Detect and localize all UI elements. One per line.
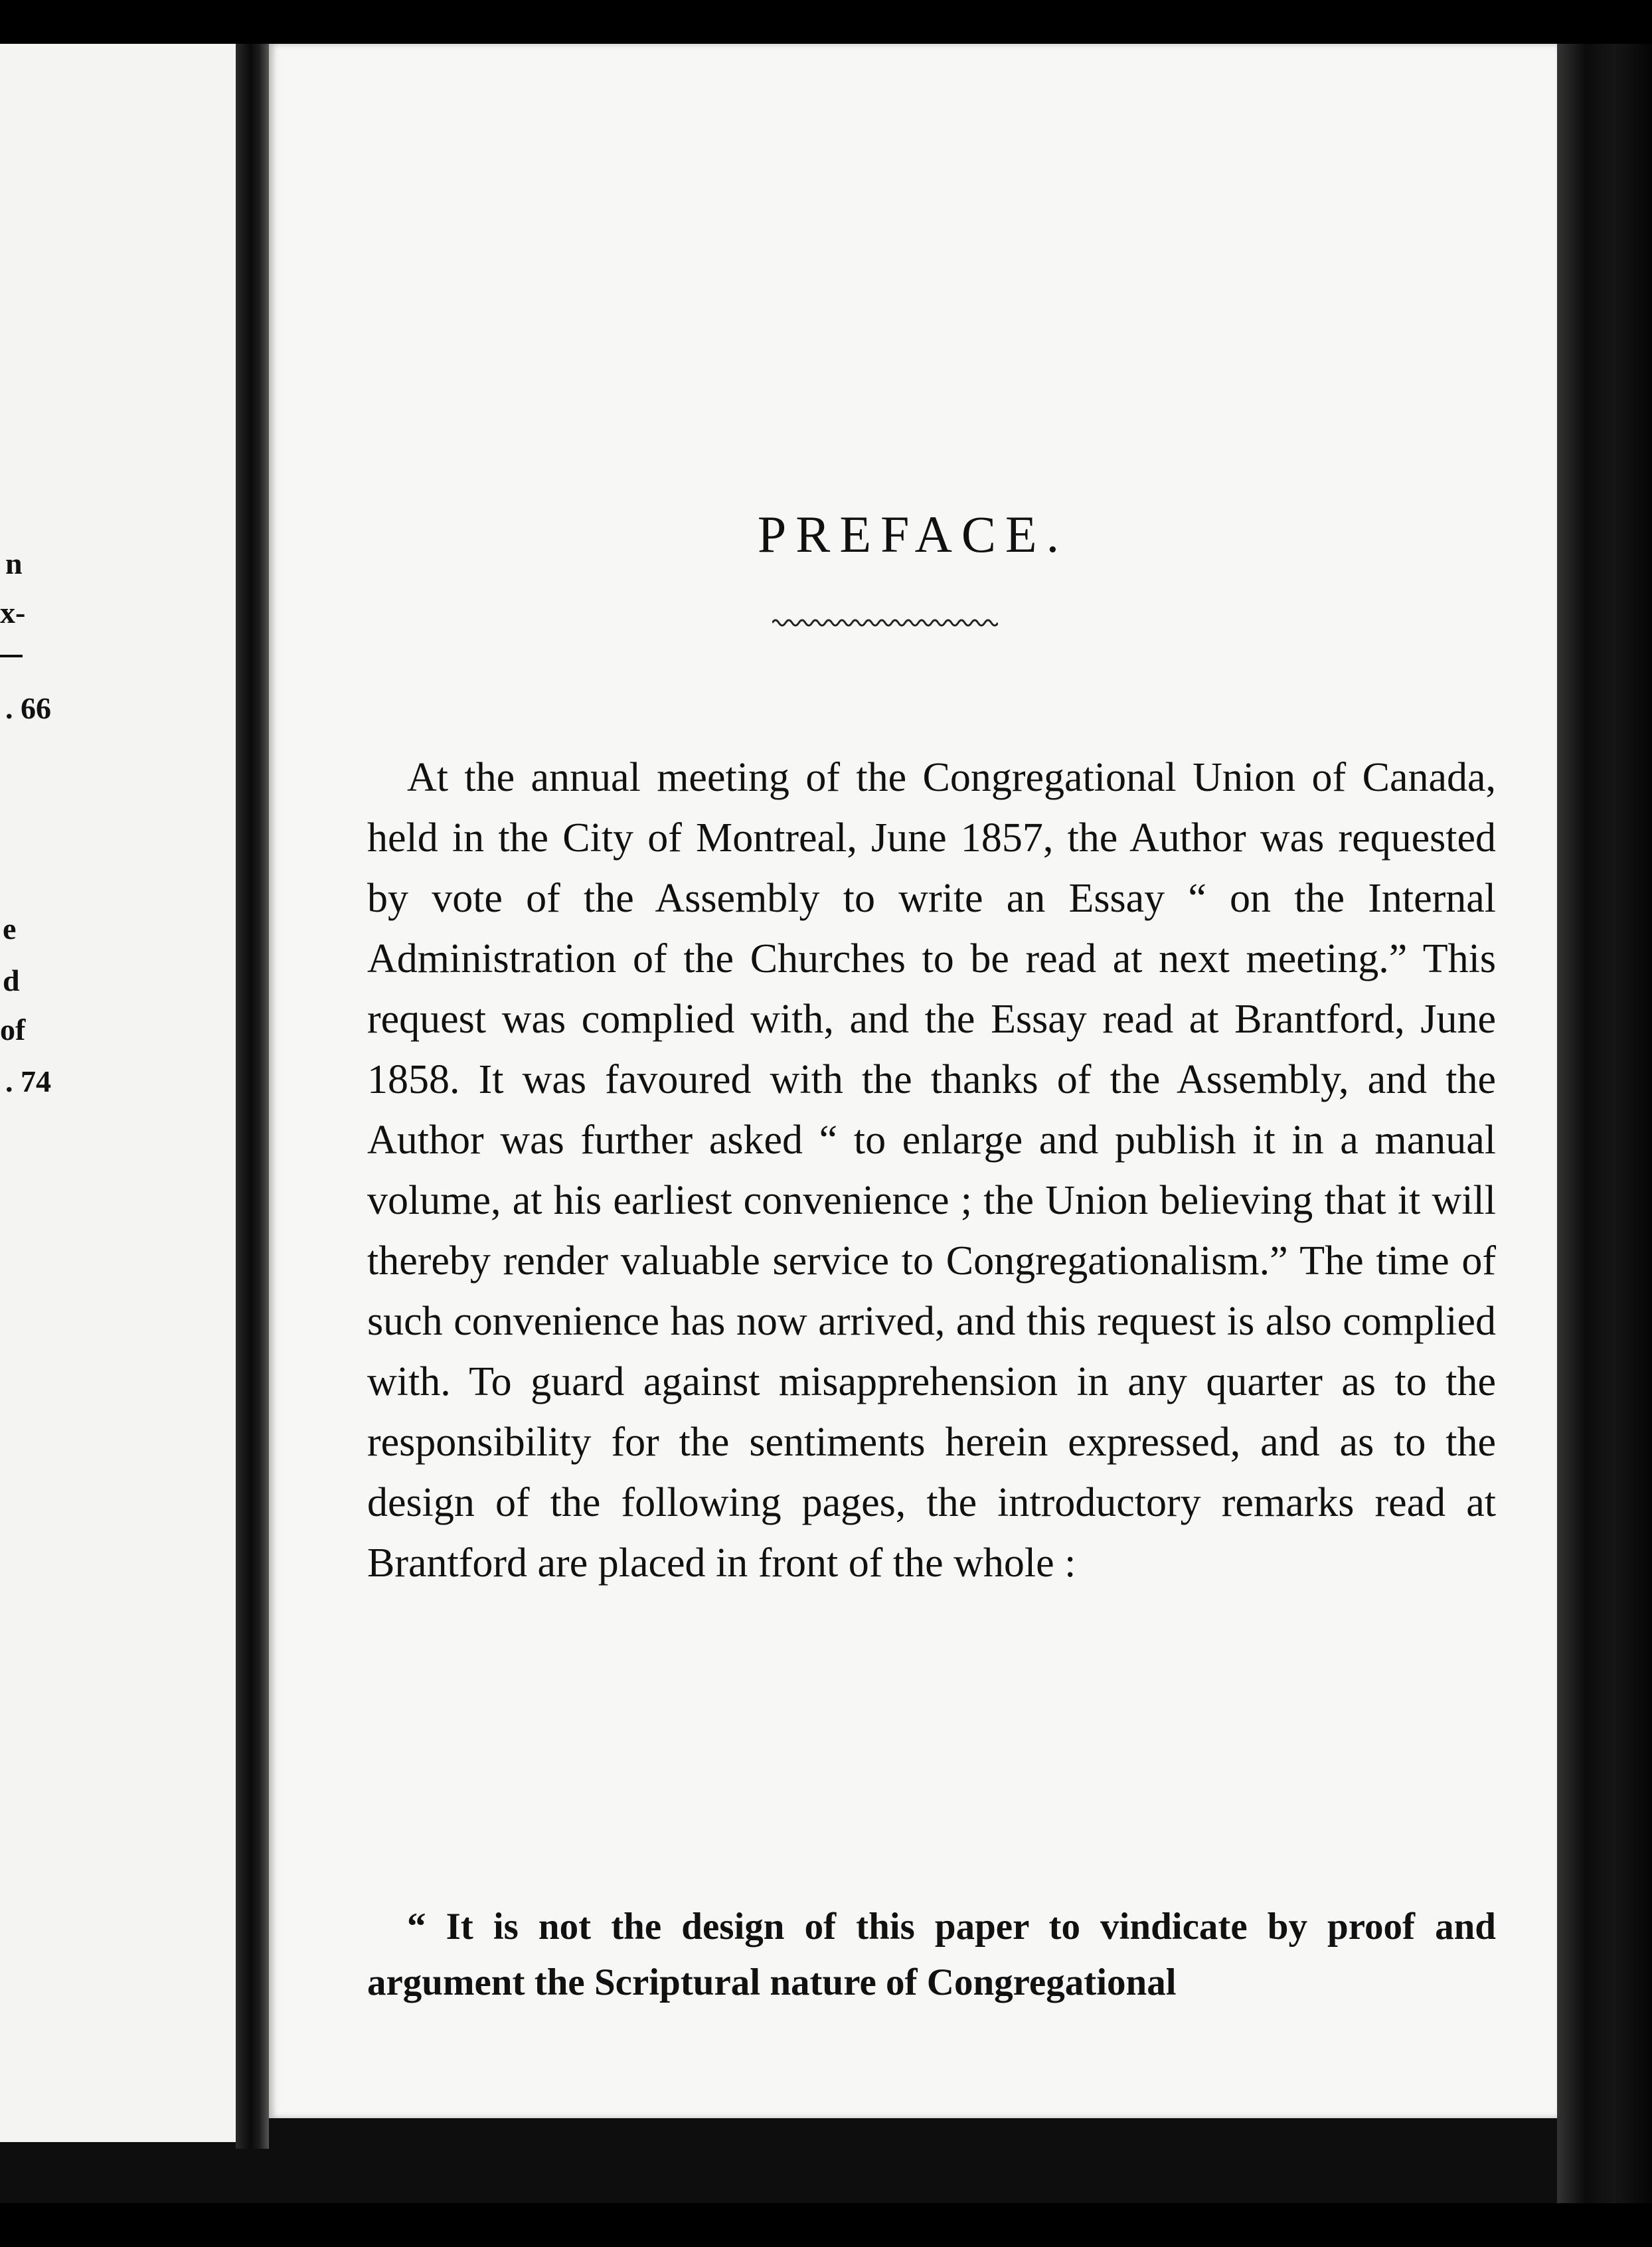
preface-paragraph: At the annual meeting of the Congregational Union of Canada, held in the City of Montreal, June 1857, the Author was requested by vote of the Assembly to write an Essay “ on the Internal Administration of the Churches to be read at next meeting.” This request was complied with, and the Essay read at Brantford, June 1858. It was favoured with the thanks of the Assembly, and the Author was further asked “ to enlarge and publish it in a manual volume, at his earliest convenience ; the Union believing that it will thereby render valuable service to Congregationalism.” The time of such convenience has now arrived, and this request is also complied with. To guard against misapprehension in any quarter as to the responsibility for the sentiments herein expressed, and as to the design of the following pages, the introductory remarks read at Brantford are placed in front of the whole : bbox=[367, 755, 1496, 1586]
left-page-fragment: . 66 bbox=[5, 691, 51, 725]
scan-border-bottom bbox=[0, 2203, 1652, 2247]
wavy-rule-ornament bbox=[772, 616, 998, 629]
page-edge-shadow bbox=[1557, 44, 1652, 2203]
right-page bbox=[269, 44, 1557, 2118]
left-page-fragment: . 74 bbox=[5, 1064, 51, 1098]
left-page-fragment: n bbox=[5, 546, 23, 580]
scan-border-top bbox=[0, 0, 1652, 44]
left-page-rule bbox=[0, 655, 23, 657]
book-gutter bbox=[236, 44, 269, 2149]
left-page bbox=[0, 44, 236, 2142]
left-page-fragment: of bbox=[0, 1013, 26, 1046]
left-page-fragment: x- bbox=[0, 596, 26, 629]
left-page-fragment: d bbox=[3, 963, 20, 997]
quoted-remarks: “ It is not the design of this paper to vindicate by proof and argument the Scriptural nature of Congregational bbox=[367, 1906, 1496, 2003]
left-page-fragment: e bbox=[3, 912, 17, 946]
page-title: PREFACE. bbox=[757, 505, 1069, 563]
